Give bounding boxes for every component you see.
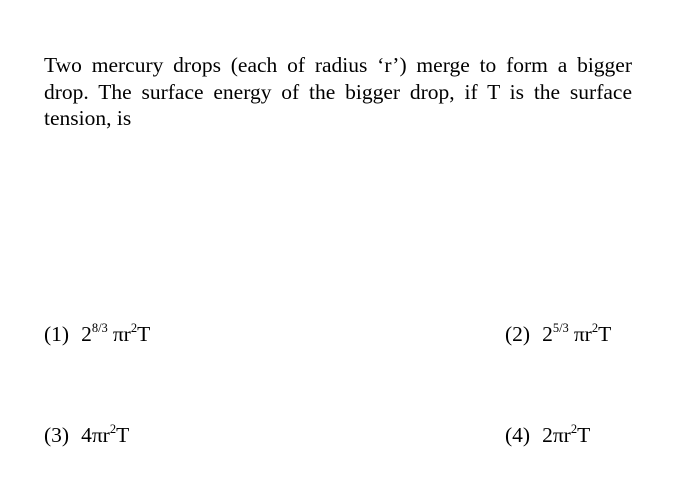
option-expression: πr	[112, 322, 131, 346]
option-tail: T	[137, 322, 151, 346]
option-number: (4)	[505, 423, 531, 447]
option-expression: 4πr	[81, 423, 110, 447]
option-expression: πr	[573, 322, 592, 346]
option-power: 2	[130, 321, 138, 335]
option-4[interactable]	[505, 422, 590, 448]
question-text: Two mercury drops (each of radius ‘r’) merge to form a bigger drop. The surface energy of the bigger drop, if T is the surface tension, is	[44, 53, 632, 130]
option-power: 2	[591, 321, 599, 335]
option-expression: 2πr	[542, 423, 571, 447]
option-tail: T	[598, 322, 612, 346]
option-tail: T	[577, 423, 591, 447]
option-3[interactable]	[44, 422, 129, 448]
option-tail: T	[116, 423, 130, 447]
option-1[interactable]	[44, 321, 150, 347]
option-coefficient: 2	[542, 322, 553, 346]
option-number: (2)	[505, 322, 531, 346]
option-power: 2	[570, 422, 578, 436]
option-number: (1)	[44, 322, 70, 346]
option-2[interactable]	[505, 321, 611, 347]
option-coefficient-exponent: 5/3	[552, 321, 569, 335]
option-power: 2	[109, 422, 117, 436]
option-number: (3)	[44, 423, 70, 447]
option-coefficient: 2	[81, 322, 92, 346]
option-coefficient-exponent: 8/3	[91, 321, 108, 335]
